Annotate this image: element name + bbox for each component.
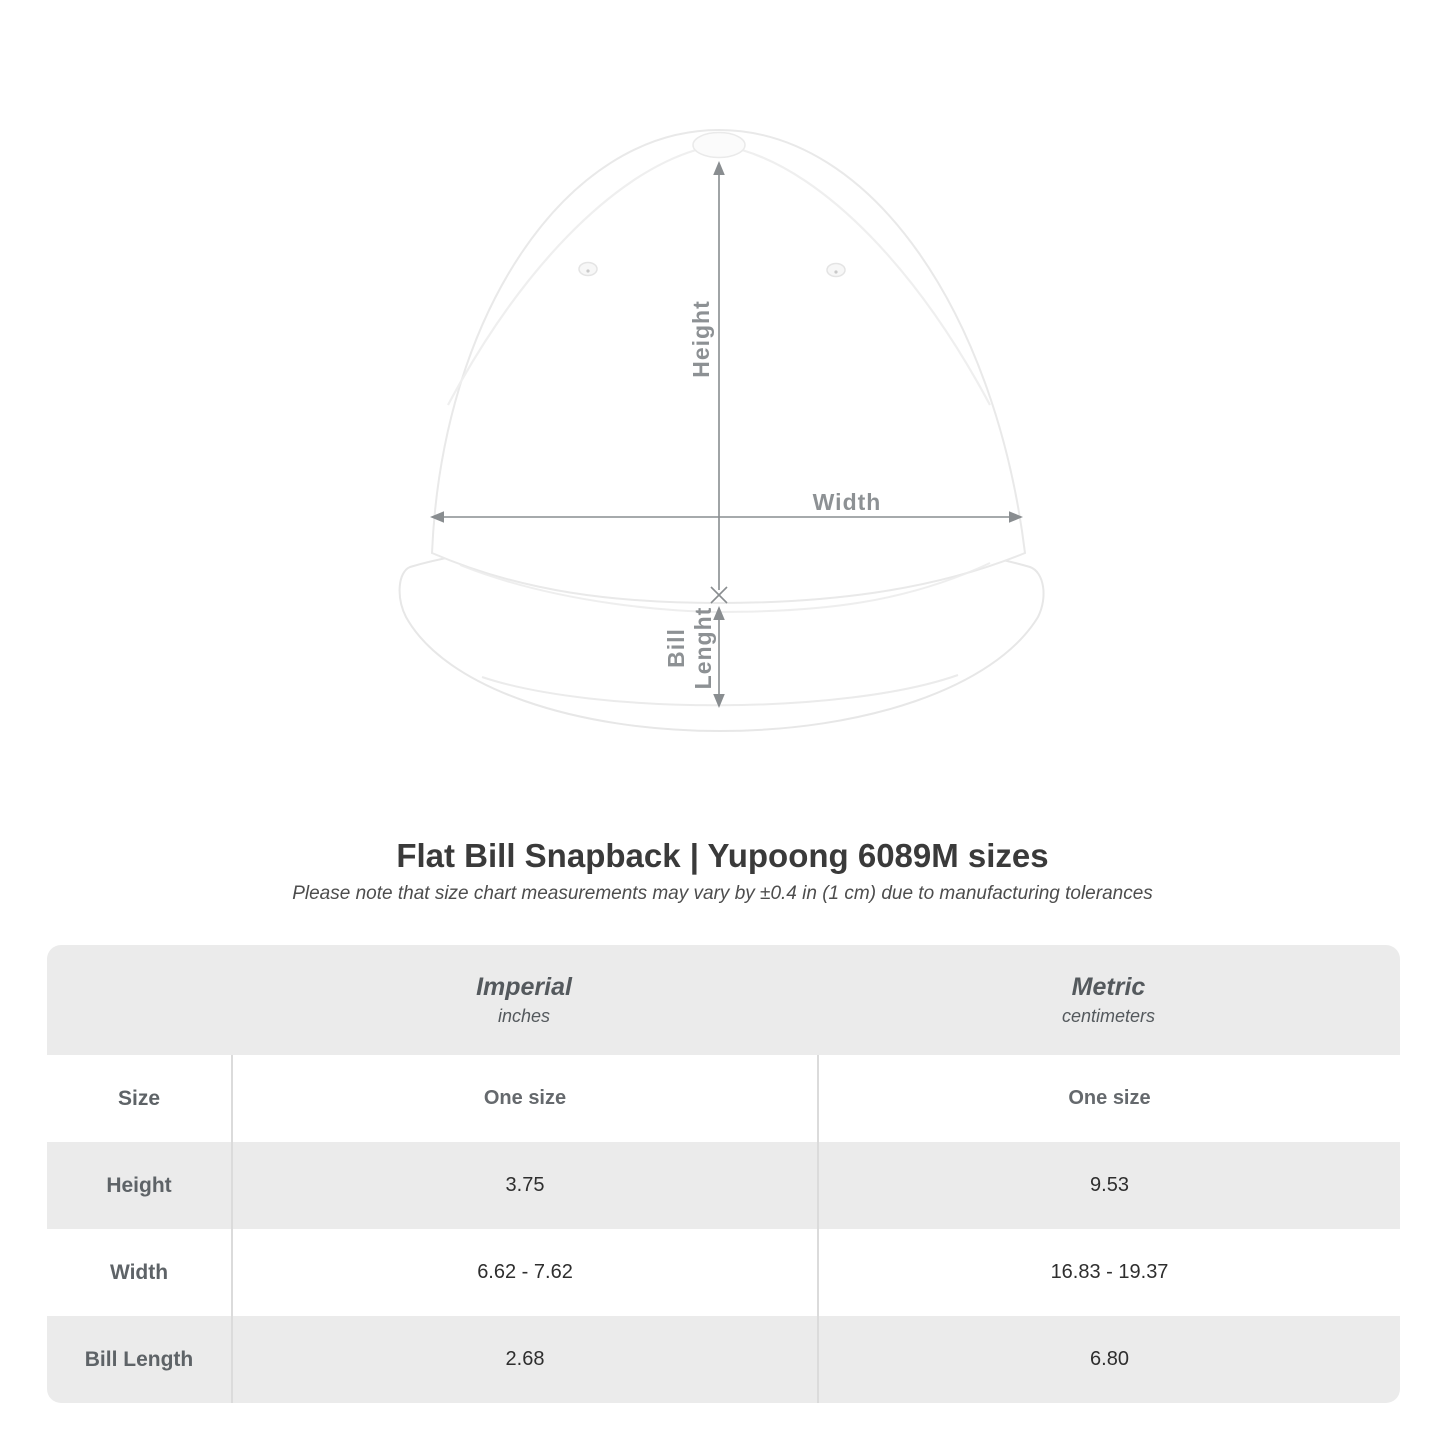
table-row-bill-length [47,1316,1400,1403]
row-label-cell [47,1142,231,1229]
height-measure-label: Height [688,300,714,378]
metric-value: 6.80 [1090,1348,1129,1370]
imperial-value-cell [231,1316,817,1403]
imperial-value: 3.75 [505,1174,545,1196]
metric-value-cell [817,1142,1400,1229]
row-label: Size [117,1086,161,1110]
bill-length-measure-label-line1: Bill [663,628,689,668]
metric-value-cell [817,1316,1400,1403]
page-subtitle: Please note that size chart measurements may vary by ±0.4 in (1 cm) due to manufacturing tolerances [292,883,1153,905]
row-label: Bill Length [84,1347,194,1371]
hat-eyelet-right-hole [834,270,837,273]
row-label-cell [47,1229,231,1316]
row-label: Width [109,1260,169,1284]
metric-value-cell [817,1055,1400,1142]
header-spacer-cell [47,945,231,1055]
hat-eyelet-left-hole [586,269,589,272]
metric-value: 16.83 - 19.37 [1050,1261,1169,1283]
hat-eyelet-left [579,263,597,276]
width-measure-label: Width [812,489,882,515]
imperial-value-cell [231,1229,817,1316]
row-label-cell [47,1316,231,1403]
metric-column-unit: centimeters [1061,1006,1156,1026]
imperial-column-label: Imperial [476,973,572,1001]
size-table-header [47,945,1400,1055]
imperial-value: 6.62 - 7.62 [477,1261,573,1283]
metric-value: 9.53 [1090,1174,1129,1196]
imperial-value: 2.68 [505,1348,545,1370]
header-metric-group [817,945,1400,1055]
hat-crown [432,130,1025,603]
table-row-size [47,1055,1400,1142]
row-label: Height [106,1173,172,1197]
heading-block [0,838,1445,905]
bill-length-measure-label-line2: Lenght [690,606,716,690]
imperial-column-unit: inches [497,1006,551,1026]
table-row-height [47,1142,1400,1229]
row-label-cell [47,1055,231,1142]
size-table [47,945,1400,1403]
header-imperial-group [231,945,817,1055]
metric-value-cell [817,1229,1400,1316]
table-row-width [47,1229,1400,1316]
page-title: Flat Bill Snapback | Yupoong 6089M sizes [396,837,1049,874]
hat-measurement-diagram [390,105,1050,750]
imperial-value-cell [231,1142,817,1229]
hat-top-button [693,133,745,158]
hat-eyelet-right [827,264,845,277]
imperial-value: One size [483,1087,567,1109]
metric-value: One size [1068,1087,1151,1109]
imperial-value-cell [231,1055,817,1142]
metric-column-label: Metric [1071,973,1146,1001]
